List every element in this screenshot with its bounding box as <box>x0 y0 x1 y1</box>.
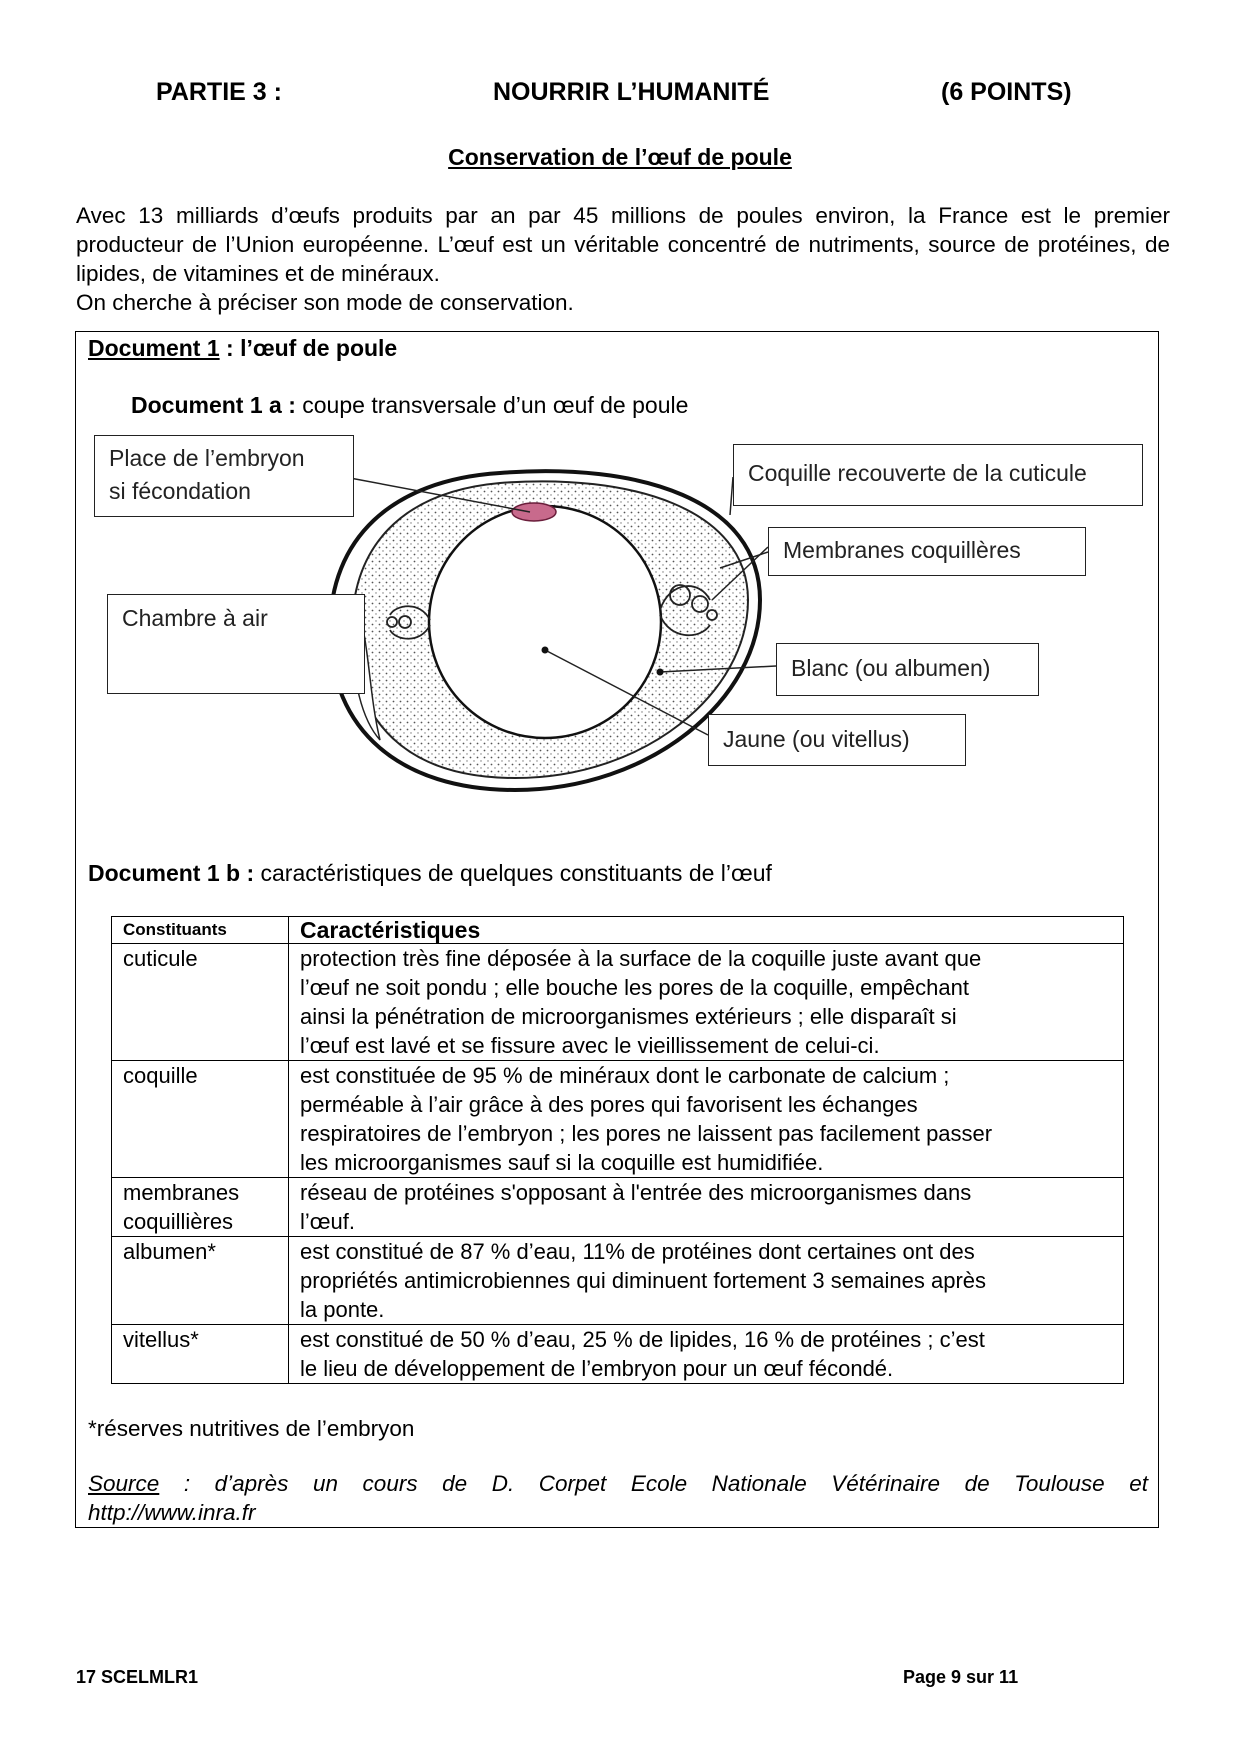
table-cell-characteristic <box>289 1325 1124 1384</box>
table-cell-constituent: coquille <box>112 1061 289 1178</box>
intro-paragraph: Avec 13 milliards d’œufs produits par an par 45 millions de poules environ, la France est le premier producteur de l’Union européenne. L’œuf est un véritable concentré de nutriments, source de protéines, de lipides, de vitamines et de minéraux. <box>76 203 1170 286</box>
table-row <box>112 1237 1124 1325</box>
document-1b-caption <box>88 860 772 887</box>
table-cell-line: le lieu de développement de l’embryon pour un œuf fécondé. <box>300 1356 894 1381</box>
label-embryo-line1: Place de l’embryon <box>109 445 305 471</box>
table-cell-characteristic <box>289 1237 1124 1325</box>
table-footnote: *réserves nutritives de l’embryon <box>88 1416 415 1441</box>
table-cell-characteristic <box>289 1061 1124 1178</box>
table-row <box>112 1325 1124 1384</box>
label-shell: Coquille recouverte de la cuticule <box>733 444 1143 506</box>
document-1-label: Document 1 <box>88 335 220 361</box>
table-cell-line: l’œuf. <box>300 1209 355 1234</box>
table-row <box>112 1178 1124 1237</box>
table-cell-constituent: cuticule <box>112 944 289 1061</box>
document-1a-text: coupe transversale d’un œuf de poule <box>295 392 689 418</box>
table-cell-line: propriétés antimicrobiennes qui diminuent fortement 3 semaines après <box>300 1268 987 1293</box>
table-cell-line: l’œuf est lavé et se fissure avec le vieillissement de celui-ci. <box>300 1033 880 1058</box>
part-title: NOURRIR L’HUMANITÉ <box>493 78 770 106</box>
part-points: (6 POINTS) <box>941 78 1072 106</box>
part-number: PARTIE 3 : <box>156 78 282 106</box>
table-cell-line: coquillières <box>123 1209 234 1234</box>
table-cell-line: est constitué de 87 % d’eau, 11% de protéines dont certaines ont des <box>300 1239 975 1264</box>
table-row <box>112 944 1124 1061</box>
table-cell-line: la ponte. <box>300 1297 385 1322</box>
table-cell-constituent <box>112 1178 289 1237</box>
egg-yolk <box>429 506 661 738</box>
footer-code: 17 SCELMLR1 <box>76 1667 199 1687</box>
table-cell-line: l’œuf ne soit pondu ; elle bouche les pores de la coquille, empêchant <box>300 975 969 1000</box>
table-cell-line: respiratoires de l’embryon ; les pores ne laissent pas facilement passer <box>300 1121 993 1146</box>
table-header-row <box>112 917 1124 944</box>
section-subtitle: Conservation de l’œuf de poule <box>448 144 792 170</box>
label-embryo-line2: si fécondation <box>109 478 251 504</box>
egg-cross-section-diagram <box>0 0 1240 860</box>
table-cell-line: est constituée de 95 % de minéraux dont le carbonate de calcium ; <box>300 1063 950 1088</box>
label-white: Blanc (ou albumen) <box>776 643 1039 696</box>
intro-line: On cherche à préciser son mode de conservation. <box>76 290 574 315</box>
table-cell-constituent: vitellus* <box>112 1325 289 1384</box>
table-cell-line: ainsi la pénétration de microorganismes extérieurs ; elle disparaît si <box>300 1004 957 1029</box>
document-1-title-text: : l’œuf de poule <box>219 335 398 361</box>
table-cell-constituent: albumen* <box>112 1237 289 1325</box>
footer-page-number: Page 9 sur 11 <box>903 1667 1019 1687</box>
document-1b-label: Document 1 b : <box>88 860 255 886</box>
table-cell-line: protection très fine déposée à la surface de la coquille juste avant que <box>300 946 982 971</box>
table-header-constituents: Constituants <box>112 917 289 944</box>
source-line-1 <box>88 1469 1148 1498</box>
label-embryo-place <box>94 435 354 517</box>
source-link[interactable]: http://www.inra.fr <box>88 1500 256 1525</box>
table-cell-line: les microorganismes sauf si la coquille est humidifiée. <box>300 1150 824 1175</box>
table-row <box>112 1061 1124 1178</box>
label-air-chamber: Chambre à air <box>107 594 365 694</box>
table-cell-line: est constitué de 50 % d’eau, 25 % de lipides, 16 % de protéines ; c’est <box>300 1327 985 1352</box>
document-1b-text: caractéristiques de quelques constituants de l’œuf <box>254 860 772 886</box>
table-header-characteristics: Caractéristiques <box>289 917 1124 944</box>
label-membranes: Membranes coquillères <box>768 527 1086 576</box>
table-cell-line: réseau de protéines s'opposant à l'entrée des microorganismes dans <box>300 1180 972 1205</box>
label-yolk: Jaune (ou vitellus) <box>708 714 966 766</box>
embryo-spot <box>512 503 556 521</box>
constituents-table <box>111 916 1124 1384</box>
table-cell-line: membranes <box>123 1180 240 1205</box>
table-cell-characteristic <box>289 1178 1124 1237</box>
table-cell-characteristic <box>289 944 1124 1061</box>
source-citation <box>88 1469 1148 1527</box>
document-1a-label: Document 1 a : <box>131 392 296 418</box>
source-text: : d’après un cours de D. Corpet Ecole Nationale Vétérinaire de Toulouse et <box>159 1471 1148 1496</box>
source-label: Source <box>88 1471 160 1496</box>
table-cell-line: perméable à l’air grâce à des pores qui favorisent les échanges <box>300 1092 918 1117</box>
